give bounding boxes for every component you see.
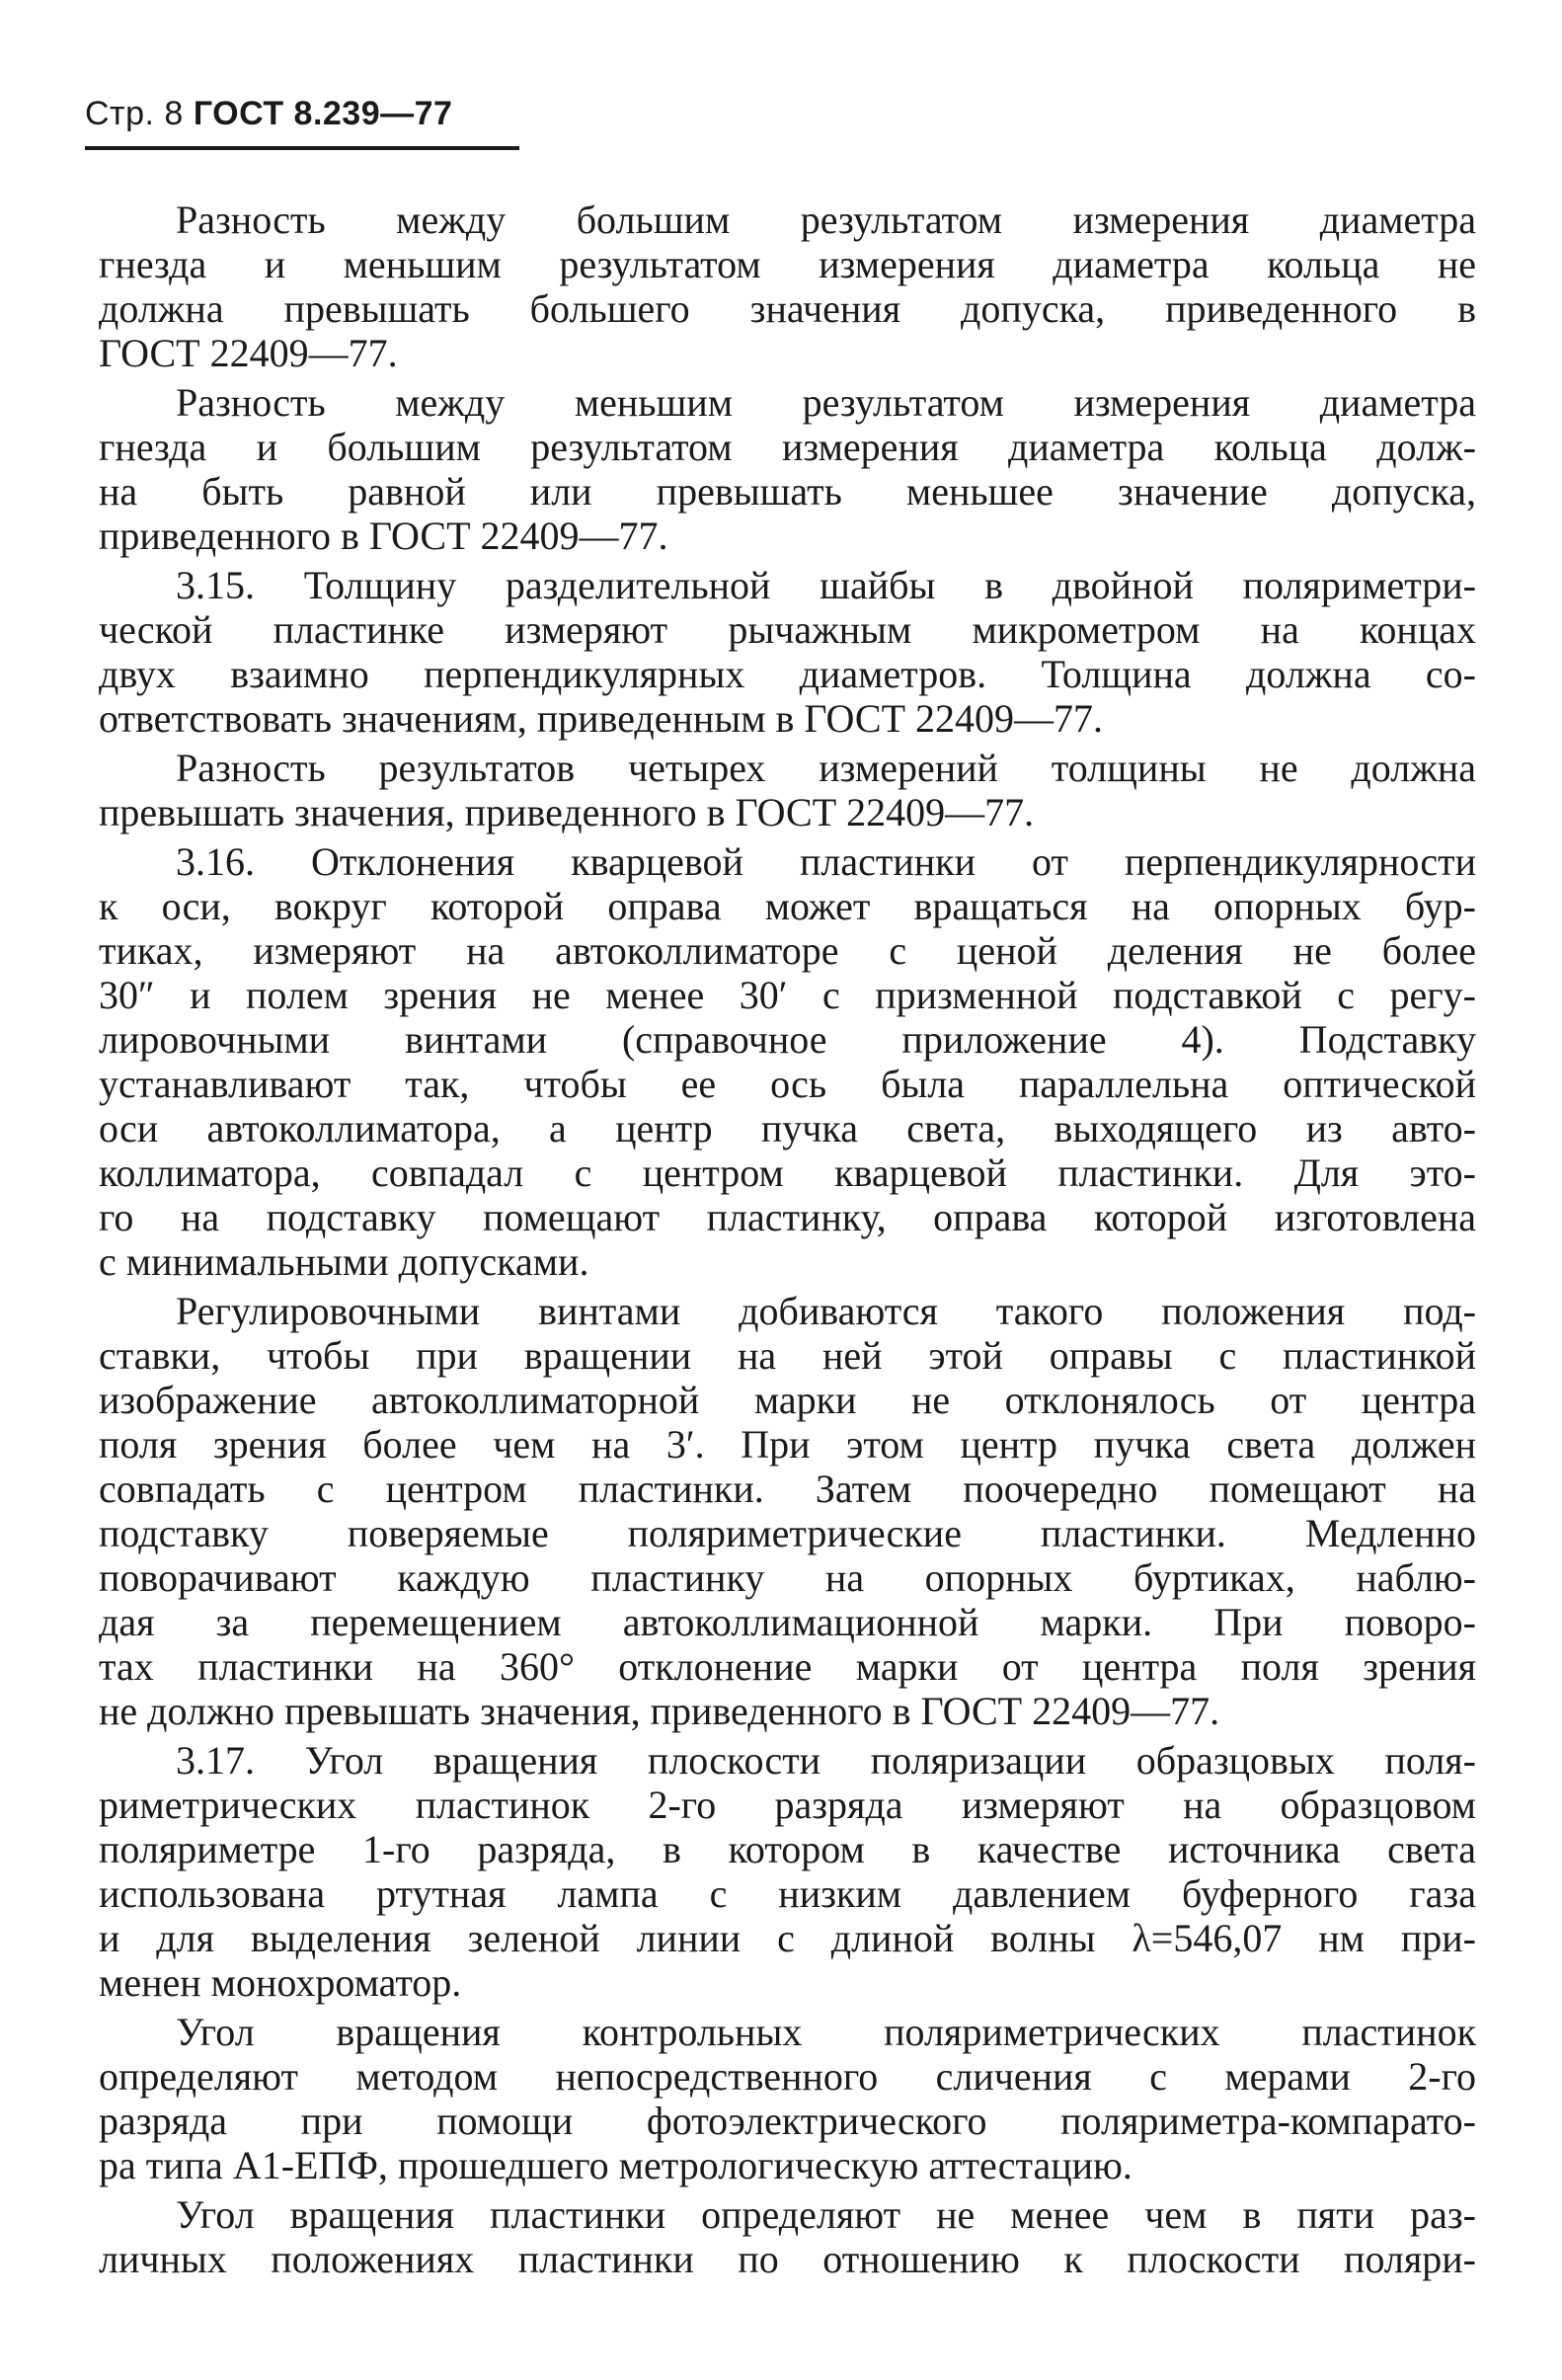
text-line: менен монохроматор. (99, 1960, 462, 2005)
text-line: поля зрения более чем на 3′. При этом центр пучка света должен (99, 1422, 1476, 1467)
paragraph (99, 839, 1476, 1284)
paragraph (99, 2010, 1476, 2187)
text-line: 3.16. Отклонения кварцевой пластинки от перпендикулярности (176, 839, 1476, 884)
page-number: Стр. 8 (85, 95, 184, 132)
text-line: устанавливают так, чтобы ее ось была параллельна оптической (99, 1062, 1476, 1106)
text-line: дая за перемещением автоколлимационной марки. При поворо- (99, 1600, 1476, 1644)
document-body (99, 198, 1476, 2286)
text-line: Разность между меньшим результатом измерения диаметра (176, 380, 1476, 425)
text-line: использована ртутная лампа с низким давлением буферного газа (99, 1871, 1476, 1916)
text-line: ческой пластинке измеряют рычажным микрометром на концах (99, 607, 1476, 652)
text-line: превышать значения, приведенного в ГОСТ 22409—77. (99, 790, 1035, 834)
text-line: оси автоколлиматора, а центр пучка света, выходящего из авто- (99, 1106, 1476, 1150)
paragraph (99, 380, 1476, 558)
text-line: приведенного в ГОСТ 22409—77. (99, 514, 668, 558)
paragraph (99, 2192, 1476, 2281)
text-line: должна превышать большего значения допуска, приведенного в (99, 286, 1476, 331)
paragraph (99, 1289, 1476, 1733)
text-line: двух взаимно перпендикулярных диаметров. Толщина должна со- (99, 652, 1476, 696)
text-line: ра типа А1-ЕПФ, прошедшего метрологическую аттестацию. (99, 2143, 1132, 2187)
text-line: поляриметре 1-го разряда, в котором в качестве источника света (99, 1827, 1476, 1871)
header-rule (85, 146, 519, 150)
text-line: и для выделения зеленой линии с длиной волны λ=546,07 нм при- (99, 1916, 1476, 1960)
text-line: не должно превышать значения, приведенного в ГОСТ 22409—77. (99, 1689, 1220, 1733)
text-line: Регулировочными винтами добиваются такого положения под- (176, 1289, 1476, 1333)
text-line: на быть равной или превышать меньшее значение допуска, (99, 469, 1476, 514)
text-line: Угол вращения контрольных поляриметрических пластинок (176, 2010, 1476, 2054)
paragraph (99, 198, 1476, 375)
text-line: личных положениях пластинки по отношению к плоскости поляри- (99, 2237, 1476, 2281)
text-line: разряда при помощи фотоэлектрического поляриметра-компарато- (99, 2099, 1476, 2143)
text-line: ГОСТ 22409—77. (99, 331, 398, 375)
text-line: 3.17. Угол вращения плоскости поляризации образцовых поля- (176, 1738, 1476, 1783)
text-line: тиках, измеряют на автоколлиматоре с ценой деления не более (99, 928, 1476, 973)
text-line: Разность результатов четырех измерений толщины не должна (176, 746, 1476, 790)
text-line: подставку поверяемые поляриметрические пластинки. Медленно (99, 1511, 1476, 1555)
standard-number: ГОСТ 8.239—77 (193, 95, 453, 132)
text-line: 3.15. Толщину разделительной шайбы в двойной поляриметри- (176, 563, 1476, 607)
text-line: лировочными винтами (справочное приложение 4). Подставку (99, 1017, 1476, 1062)
text-line: ставки, чтобы при вращении на ней этой оправы с пластинкой (99, 1333, 1476, 1378)
text-line: гнезда и большим результатом измерения диаметра кольца долж- (99, 425, 1476, 469)
text-line: риметрических пластинок 2-го разряда измеряют на образцовом (99, 1783, 1476, 1827)
text-line: 30″ и полем зрения не менее 30′ с призменной подставкой с регу- (99, 973, 1476, 1017)
text-line: Разность между большим результатом измерения диаметра (176, 198, 1476, 242)
page-header (85, 95, 519, 154)
text-line: ответствовать значениям, приведенным в ГОСТ 22409—77. (99, 696, 1104, 741)
text-line: совпадать с центром пластинки. Затем поочередно помещают на (99, 1467, 1476, 1511)
text-line: Угол вращения пластинки определяют не менее чем в пяти раз- (176, 2192, 1476, 2237)
header-text (85, 95, 452, 133)
text-line: поворачивают каждую пластинку на опорных буртиках, наблю- (99, 1555, 1476, 1600)
text-line: изображение автоколлиматорной марки не отклонялось от центра (99, 1378, 1476, 1422)
text-line: коллиматора, совпадал с центром кварцевой пластинки. Для это- (99, 1150, 1476, 1195)
text-line: с минимальными допусками. (99, 1239, 589, 1284)
text-line: к оси, вокруг которой оправа может вращаться на опорных бур- (99, 884, 1476, 928)
text-line: го на подставку помещают пластинку, оправа которой изготовлена (99, 1195, 1476, 1239)
text-line: тах пластинки на 360° отклонение марки от центра поля зрения (99, 1644, 1476, 1689)
text-line: определяют методом непосредственного сличения с мерами 2-го (99, 2054, 1476, 2099)
paragraph (99, 563, 1476, 741)
paragraph (99, 1738, 1476, 2005)
text-line: гнезда и меньшим результатом измерения диаметра кольца не (99, 242, 1476, 286)
paragraph (99, 746, 1476, 834)
